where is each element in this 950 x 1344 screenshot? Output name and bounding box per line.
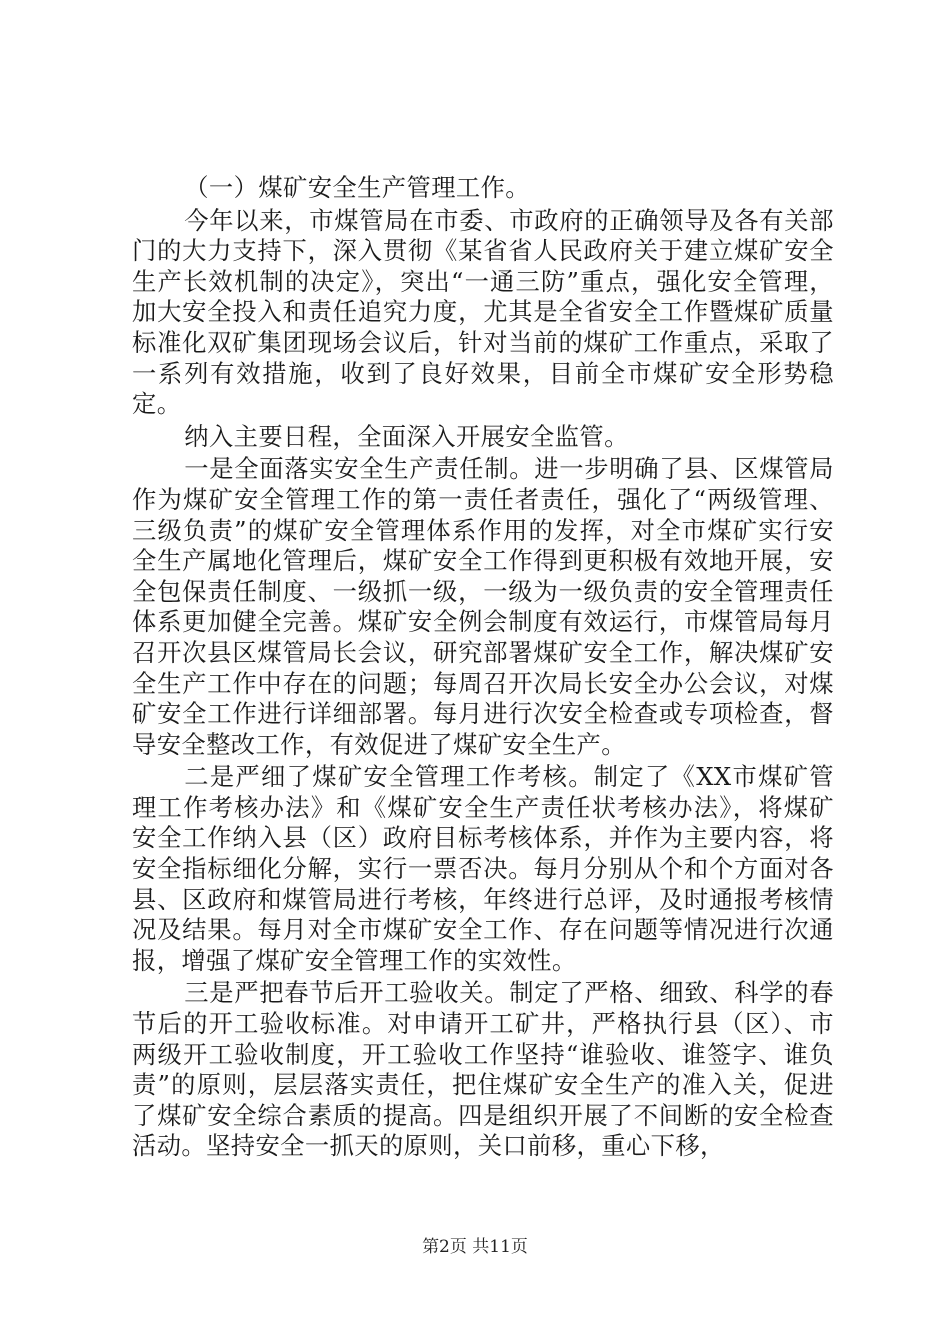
paragraph-item-one: 一是全面落实安全生产责任制。进一步明确了县、区煤管局作为煤矿安全管理工作的第一责任者责任，强化了“两级管理、三级负责”的煤矿安全管理体系作用的发挥，对全市煤矿实行安全生产属地化管理后，煤矿安全工作得到更积极有效地开展，安全包保责任制度、一级抓一级，一级为一级负责的安全管理责任体系更加健全完善。煤矿安全例会制度有效运行，市煤管局每月召开次县区煤管局长会议，研究部署煤矿安全工作，解决煤矿安全生产工作中存在的问题；每周召开次局长安全办公会议，对煤矿安全工作进行详细部署。每月进行次安全检查或专项检查，督导安全整改工作，有效促进了煤矿安全生产。 xyxy=(132,454,834,759)
document-body xyxy=(132,173,834,1162)
section-heading: （一）煤矿安全生产管理工作。 xyxy=(184,173,530,202)
paragraph-item-three: 三是严把春节后开工验收关。制定了严格、细致、科学的春节后的开工验收标准。对申请开工矿井，严格执行县（区）、市两级开工验收制度，开工验收工作坚持“谁验收、谁签字、谁负责”的原则，层层落实责任，把住煤矿安全生产的准入关，促进了煤矿安全综合素质的提高。四是组织开展了不间断的安全检查活动。坚持安全一抓天的原则，关口前移，重心下移， xyxy=(132,978,834,1161)
paragraph-intro: 今年以来，市煤管局在市委、市政府的正确领导及各有关部门的大力支持下，深入贯彻《某省省人民政府关于建立煤矿安全生产长效机制的决定》，突出“一通三防”重点，强化安全管理，加大安全投入和责任追究力度，尤其是全省安全工作暨煤矿质量标准化双矿集团现场会议后，针对当前的煤矿工作重点，采取了一系列有效措施，收到了良好效果，目前全市煤矿安全形势稳定。 xyxy=(132,205,834,419)
paragraph-subheading: 纳入主要日程，全面深入开展安全监管。 xyxy=(184,421,629,451)
paragraph-item-two: 二是严细了煤矿安全管理工作考核。制定了《XX市煤矿管理工作考核办法》和《煤矿安全生产责任状考核办法》，将煤矿安全工作纳入县（区）政府目标考核体系，并作为主要内容，将安全指标细化分解，实行一票否决。每月分别从个和个方面对各县、区政府和煤管局进行考核，年终进行总评，及时通报考核情况及结果。每月对全市煤矿安全工作、存在问题等情况进行次通报，增强了煤矿安全管理工作的实效性。 xyxy=(132,762,834,975)
page-footer: 第2页 共11页 xyxy=(422,1237,528,1257)
